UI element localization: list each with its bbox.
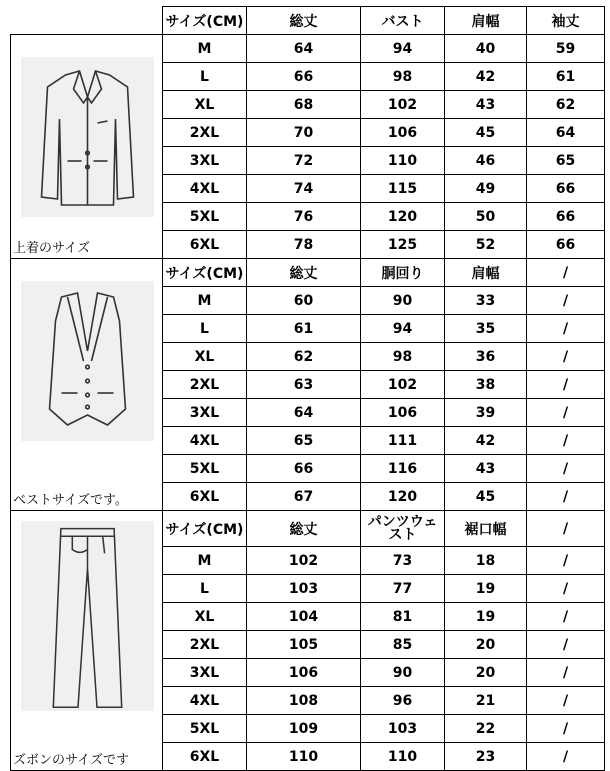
value-cell: 63 — [247, 371, 361, 399]
value-cell: 103 — [361, 715, 445, 743]
value-cell: 105 — [247, 631, 361, 659]
value-cell: 65 — [247, 427, 361, 455]
jacket-header-row — [11, 7, 605, 35]
size-cell: 3XL — [163, 659, 247, 687]
size-cell: M — [163, 287, 247, 315]
value-cell: / — [527, 455, 605, 483]
value-cell: / — [527, 603, 605, 631]
value-cell: / — [527, 343, 605, 371]
vest-section-label: ベストサイズです。 — [13, 493, 128, 508]
value-cell: 19 — [445, 575, 527, 603]
size-cell: L — [163, 315, 247, 343]
value-cell: 19 — [445, 603, 527, 631]
value-cell: 18 — [445, 547, 527, 575]
col-header: 総丈 — [247, 511, 361, 547]
value-cell: 73 — [361, 547, 445, 575]
value-cell: 52 — [445, 231, 527, 259]
value-cell: 72 — [247, 147, 361, 175]
size-cell: XL — [163, 91, 247, 119]
pants-icon — [21, 521, 154, 711]
size-cell: 3XL — [163, 399, 247, 427]
value-cell: 49 — [445, 175, 527, 203]
size-cell: 2XL — [163, 631, 247, 659]
size-cell: M — [163, 547, 247, 575]
value-cell: 43 — [445, 91, 527, 119]
value-cell: 110 — [247, 743, 361, 771]
col-header: バスト — [361, 7, 445, 35]
value-cell: 102 — [361, 91, 445, 119]
value-cell: 64 — [247, 35, 361, 63]
value-cell: 77 — [361, 575, 445, 603]
value-cell: 108 — [247, 687, 361, 715]
value-cell: / — [527, 743, 605, 771]
corner-cell — [11, 7, 163, 35]
pants-header-row — [11, 511, 605, 547]
value-cell: 36 — [445, 343, 527, 371]
col-header: 胴回り — [361, 259, 445, 287]
value-cell: 35 — [445, 315, 527, 343]
value-cell: 90 — [361, 287, 445, 315]
value-cell: 106 — [361, 119, 445, 147]
value-cell: / — [527, 315, 605, 343]
value-cell: 76 — [247, 203, 361, 231]
value-cell: 96 — [361, 687, 445, 715]
jacket-icon — [21, 57, 154, 217]
col-header: 肩幅 — [445, 259, 527, 287]
value-cell: 20 — [445, 631, 527, 659]
value-cell: 46 — [445, 147, 527, 175]
value-cell: 40 — [445, 35, 527, 63]
size-cell: L — [163, 63, 247, 91]
value-cell: 109 — [247, 715, 361, 743]
value-cell: / — [527, 427, 605, 455]
size-cell: 4XL — [163, 175, 247, 203]
value-cell: 81 — [361, 603, 445, 631]
size-cell: 4XL — [163, 687, 247, 715]
value-cell: 66 — [527, 231, 605, 259]
size-cell: XL — [163, 603, 247, 631]
value-cell: 125 — [361, 231, 445, 259]
size-cell: 5XL — [163, 715, 247, 743]
value-cell: 110 — [361, 743, 445, 771]
value-cell: / — [527, 715, 605, 743]
value-cell: / — [527, 631, 605, 659]
pants-illustration-cell — [11, 511, 163, 771]
value-cell: 66 — [527, 175, 605, 203]
size-cell: 5XL — [163, 455, 247, 483]
value-cell: 39 — [445, 399, 527, 427]
size-table — [10, 6, 605, 771]
value-cell: 45 — [445, 483, 527, 511]
pants-section-label: ズボンのサイズです — [13, 753, 129, 768]
vest-illustration-cell — [11, 259, 163, 511]
col-header: 肩幅 — [445, 7, 527, 35]
value-cell: / — [527, 687, 605, 715]
value-cell: 62 — [247, 343, 361, 371]
value-cell: 33 — [445, 287, 527, 315]
value-cell: 61 — [527, 63, 605, 91]
value-cell: / — [527, 371, 605, 399]
col-header: 裾口幅 — [445, 511, 527, 547]
value-cell: 66 — [247, 455, 361, 483]
col-header: サイズ(CM) — [163, 7, 247, 35]
value-cell: / — [527, 483, 605, 511]
value-cell: 45 — [445, 119, 527, 147]
value-cell: 62 — [527, 91, 605, 119]
value-cell: 111 — [361, 427, 445, 455]
value-cell: 116 — [361, 455, 445, 483]
value-cell: 103 — [247, 575, 361, 603]
value-cell: 104 — [247, 603, 361, 631]
value-cell: 23 — [445, 743, 527, 771]
size-cell: XL — [163, 343, 247, 371]
value-cell: 78 — [247, 231, 361, 259]
value-cell: / — [527, 287, 605, 315]
value-cell: 74 — [247, 175, 361, 203]
value-cell: / — [527, 547, 605, 575]
size-cell: 5XL — [163, 203, 247, 231]
value-cell: 42 — [445, 427, 527, 455]
size-cell: 2XL — [163, 119, 247, 147]
jacket-section-label: 上着のサイズ — [13, 241, 90, 256]
value-cell: 66 — [527, 203, 605, 231]
col-header: 総丈 — [247, 259, 361, 287]
size-cell: 6XL — [163, 483, 247, 511]
col-header: / — [527, 259, 605, 287]
value-cell: / — [527, 575, 605, 603]
size-cell: 2XL — [163, 371, 247, 399]
value-cell: 94 — [361, 35, 445, 63]
value-cell: 110 — [361, 147, 445, 175]
value-cell: 85 — [361, 631, 445, 659]
value-cell: 20 — [445, 659, 527, 687]
col-header: 袖丈 — [527, 7, 605, 35]
value-cell: 38 — [445, 371, 527, 399]
value-cell: 70 — [247, 119, 361, 147]
value-cell: 43 — [445, 455, 527, 483]
value-cell: 120 — [361, 203, 445, 231]
value-cell: 65 — [527, 147, 605, 175]
value-cell: 94 — [361, 315, 445, 343]
value-cell: 102 — [361, 371, 445, 399]
size-cell: 6XL — [163, 231, 247, 259]
size-cell: 3XL — [163, 147, 247, 175]
value-cell: 98 — [361, 63, 445, 91]
value-cell: 42 — [445, 63, 527, 91]
value-cell: 22 — [445, 715, 527, 743]
value-cell: 106 — [361, 399, 445, 427]
col-header: / — [527, 511, 605, 547]
value-cell: 115 — [361, 175, 445, 203]
size-chart — [10, 6, 604, 768]
value-cell: 64 — [247, 399, 361, 427]
table-row — [11, 35, 605, 63]
value-cell: 59 — [527, 35, 605, 63]
col-header: サイズ(CM) — [163, 259, 247, 287]
value-cell: / — [527, 659, 605, 687]
value-cell: 50 — [445, 203, 527, 231]
value-cell: 106 — [247, 659, 361, 687]
value-cell: 64 — [527, 119, 605, 147]
size-cell: 4XL — [163, 427, 247, 455]
value-cell: 66 — [247, 63, 361, 91]
col-header: サイズ(CM) — [163, 511, 247, 547]
jacket-illustration-cell — [11, 35, 163, 259]
value-cell: 67 — [247, 483, 361, 511]
value-cell: 98 — [361, 343, 445, 371]
value-cell: 120 — [361, 483, 445, 511]
size-cell: L — [163, 575, 247, 603]
vest-header-row — [11, 259, 605, 287]
value-cell: 60 — [247, 287, 361, 315]
size-cell: M — [163, 35, 247, 63]
value-cell: 68 — [247, 91, 361, 119]
value-cell: 21 — [445, 687, 527, 715]
size-cell: 6XL — [163, 743, 247, 771]
value-cell: 61 — [247, 315, 361, 343]
value-cell: 102 — [247, 547, 361, 575]
value-cell: 90 — [361, 659, 445, 687]
vest-icon — [21, 281, 154, 441]
value-cell: / — [527, 399, 605, 427]
col-header: 総丈 — [247, 7, 361, 35]
col-header: パンツウェスト — [361, 511, 445, 547]
